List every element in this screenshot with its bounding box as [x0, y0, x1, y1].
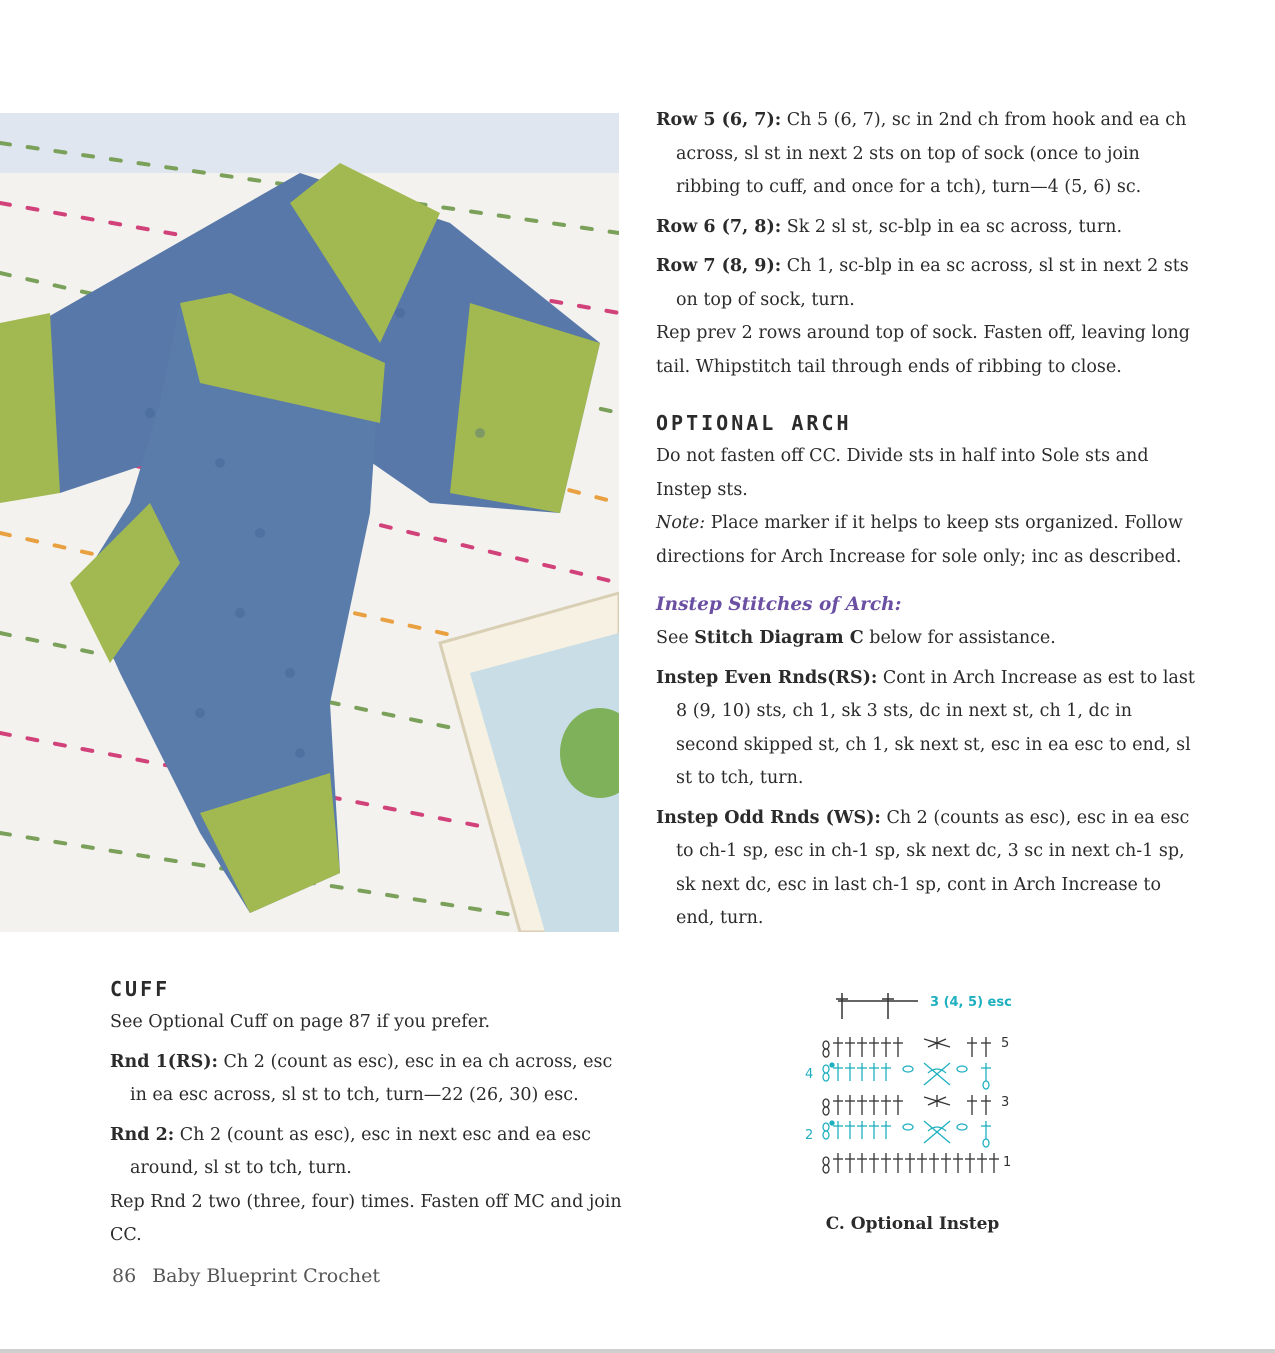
- row7-instruction: [656, 250, 1196, 317]
- see-pre: See: [656, 628, 695, 648]
- row-label-1: 1: [1003, 1155, 1012, 1170]
- even-text: Cont in Arch Increase as est to last 8 (9, 10) sts, ch 1, sk 3 sts, dc in next st, ch 1, dc in second skipped st, ch 1, sk next st, esc in ea esc to end, sl st to tch, turn.: [676, 667, 1195, 788]
- row6-text: Sk 2 sl st, sc-blp in ea sc across, turn.: [781, 216, 1123, 237]
- stitch-diagram-c: [800, 985, 1040, 1185]
- row5-instruction: [656, 104, 1196, 205]
- note-text: Place marker if it helps to keep sts organized. Follow directions for Arch Increase for sole only; inc as described.: [656, 513, 1183, 567]
- rnd1-text: Ch 2 (count as esc), esc in ea ch across, esc in ea esc across, sl st to tch, turn—22 (26, 30) esc.: [130, 1051, 613, 1105]
- see-post: below for assistance.: [863, 628, 1056, 648]
- cuff-heading: CUFF: [110, 977, 171, 1001]
- optional-arch-heading: OPTIONAL ARCH: [656, 411, 852, 435]
- diagram-reference: [656, 622, 1196, 656]
- even-label: Instep Even Rnds(RS):: [656, 667, 878, 688]
- instep-even-instruction: [656, 662, 1196, 796]
- arch-intro: Do not fasten off CC. Divide sts in half into Sole sts and Instep sts.: [656, 446, 1149, 500]
- odd-text: Ch 2 (counts as esc), esc in ea esc to ch-1 sp, esc in ch-1 sp, sk next dc, 3 sc in next ch-1 sp, sk next dc, esc in last ch-1 sp, cont in Arch Increase to end, turn.: [676, 807, 1190, 928]
- arch-note: [656, 507, 1196, 574]
- row5-text: Ch 5 (6, 7), sc in 2nd ch from hook and ea ch across, sl st in next 2 sts on top of sock (once to join ribbing to cuff, and once for a tch), turn—4 (5, 6) sc.: [676, 110, 1187, 197]
- cuff-rep: Rep Rnd 2 two (three, four) times. Fasten off MC and join CC.: [110, 1191, 622, 1245]
- instep-heading: Instep Stitches of Arch:: [656, 594, 902, 615]
- row7-label: Row 7 (8, 9):: [656, 256, 782, 276]
- page-number: 86: [112, 1265, 137, 1287]
- row5-label: Row 5 (6, 7):: [656, 110, 782, 130]
- instep-odd-instruction: [656, 802, 1196, 936]
- row6-instruction: [656, 211, 1196, 245]
- diagram-caption: C. Optional Instep: [825, 1214, 1000, 1234]
- rnd1-label: Rnd 1(RS):: [110, 1051, 218, 1072]
- baby-socks-photo: [0, 113, 619, 932]
- diagram-top-label: 3 (4, 5) esc: [930, 995, 1012, 1010]
- row-label-2: 2: [805, 1128, 814, 1143]
- rnd1-instruction: [110, 1046, 630, 1113]
- rnd2-text: Ch 2 (count as esc), esc in next esc and ea esc around, sl st to tch, turn.: [130, 1124, 591, 1178]
- row-label-4: 4: [805, 1067, 814, 1082]
- rep-instruction: Rep prev 2 rows around top of sock. Fasten off, leaving long tail. Whipstitch tail through ends of ribbing to close.: [656, 323, 1190, 377]
- row7-text: Ch 1, sc-blp in ea sc across, sl st in next 2 sts on top of sock, turn.: [676, 256, 1189, 310]
- row6-label: Row 6 (7, 8):: [656, 216, 782, 237]
- rnd2-instruction: [110, 1119, 630, 1186]
- rnd2-label: Rnd 2:: [110, 1124, 175, 1145]
- odd-label: Instep Odd Rnds (WS):: [656, 807, 881, 828]
- right-column: [656, 104, 1196, 942]
- see-bold: Stitch Diagram C: [694, 628, 864, 648]
- cuff-intro: See Optional Cuff on page 87 if you prefer.: [110, 1012, 491, 1032]
- page-footer: [112, 1265, 380, 1287]
- bottom-rule: [0, 1349, 1275, 1353]
- book-title: Baby Blueprint Crochet: [152, 1265, 380, 1287]
- note-label: Note:: [656, 513, 706, 533]
- left-column: [110, 972, 630, 1253]
- row-label-3: 3: [1001, 1095, 1010, 1110]
- row-label-5: 5: [1001, 1036, 1010, 1051]
